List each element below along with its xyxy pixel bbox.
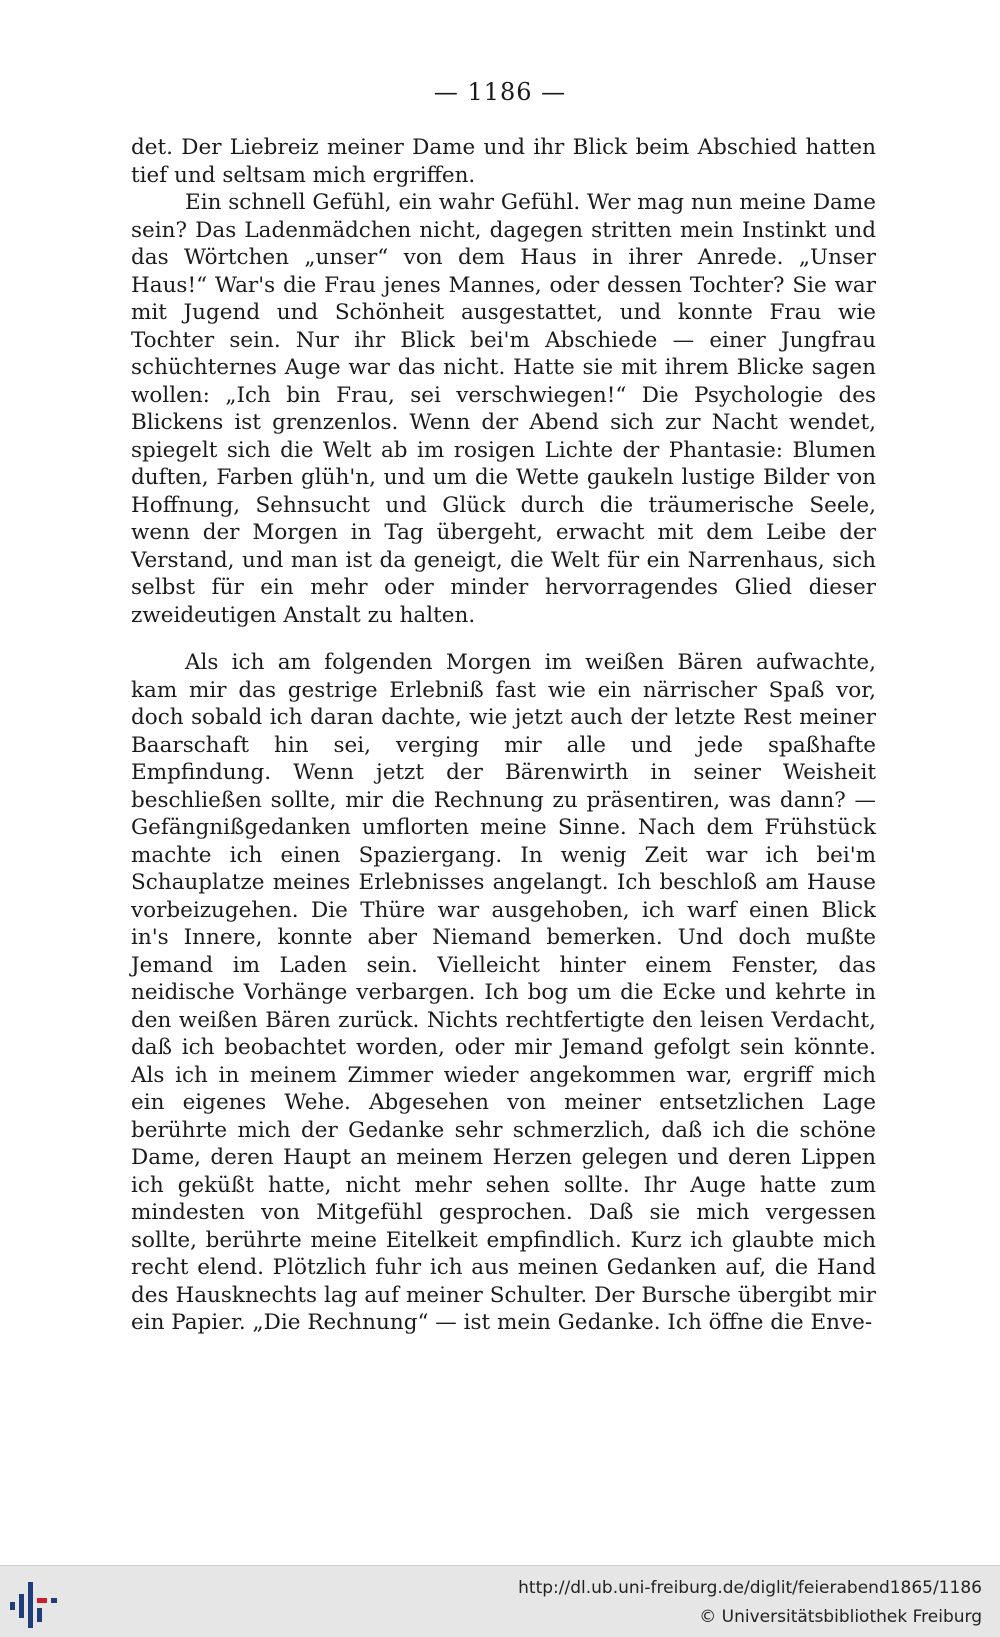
paragraph-1: det. Der Liebreiz meiner Dame und ihr Blick beim Abschied hatten tief und seltsam mich ergriffen. <box>131 135 876 188</box>
ub-freiburg-logo-icon[interactable] <box>6 1580 62 1630</box>
text-body <box>131 134 876 1337</box>
page-number: — 1186 — <box>433 78 567 106</box>
copyright-notice: © Universitätsbibliothek Freiburg <box>699 1607 982 1627</box>
footer-bar <box>0 1565 1000 1637</box>
paragraph-2: Ein schnell Gefühl, ein wahr Gefühl. Wer mag nun meine Dame sein? Das Ladenmädchen nicht, dagegen stritten mein Instinkt und das Wörtchen „unser“ von dem Haus in ihrer Anrede. „Unser Haus!“ War's die Frau jenes Mannes, oder dessen Tochter? Sie war mit Jugend und Schönheit ausgestattet, und konnte Frau wie Tochter sein. Nur ihr Blick bei'm Abschiede — einer Jungfrau schüchternes Auge war das nicht. Hatte sie mit ihrem Blicke sagen wollen: „Ich bin Frau, sei verschwiegen!“ Die Psychologie des Blickens ist grenzenlos. Wenn der Abend sich zur Nacht wendet, spiegelt sich die Welt ab im rosigen Lichte der Phantasie: Blumen duften, Farben glüh'n, und um die Wette gaukeln lustige Bilder von Hoffnung, Sehnsucht und Glück durch die träumerische Seele, wenn der Morgen in Tag übergeht, erwacht mit dem Leibe der Verstand, und man ist da geneigt, die Welt für ein Narrenhaus, sich selbst für ein mehr oder minder hervorragendes Glied dieser zweideutigen Anstalt zu halten. <box>131 190 876 628</box>
source-url-link[interactable]: http://dl.ub.uni-freiburg.de/diglit/feierabend1865/1186 <box>518 1578 982 1598</box>
paragraph-3: Als ich am folgenden Morgen im weißen Bären aufwachte, kam mir das gestrige Erlebniß fast wie ein närrischer Spaß vor, doch sobald ich daran dachte, wie jetzt auch der letzte Rest meiner Baarschaft hin sei, verging mir alle und jede spaßhafte Empfindung. Wenn jetzt der Bärenwirth in seiner Weisheit beschließen sollte, mir die Rechnung zu präsentiren, was dann? — Gefängnißgedanken umflorten meine Sinne. Nach dem Frühstück machte ich einen Spaziergang. In wenig Zeit war ich bei'm Schauplatze meines Erlebnisses angelangt. Ich beschloß am Hause vorbeizugehen. Die Thüre war ausgehoben, ich warf einen Blick in's Innere, konnte aber Niemand bemerken. Und doch mußte Jemand im Laden sein. Vielleicht hinter einem Fenster, das neidische Vorhänge verbargen. Ich bog um die Ecke und kehrte in den weißen Bären zurück. Nichts rechtfertigte den leisen Verdacht, daß ich beobachtet worden, oder mir Jemand gefolgt sein könnte. Als ich in meinem Zimmer wieder angekommen war, ergriff mich ein eigenes Wehe. Abgesehen von meiner entsetzlichen Lage berührte mich der Gedanke sehr schmerzlich, daß ich die schöne Dame, deren Haupt an meinem Herzen gelegen und deren Lippen ich geküßt hatte, nicht mehr sehen sollte. Ihr Auge hatte zum mindesten von Mitgefühl gesprochen. Daß sie mich vergessen sollte, berührte meine Eitelkeit empfindlich. Kurz ich glaubte mich recht elend. Plötzlich fuhr ich aus meinen Gedanken auf, die Hand des Hausknechts lag auf meiner Schulter. Der Bursche übergibt mir ein Papier. „Die Rechnung“ — ist mein Gedanke. Ich öffne die Enve- <box>131 650 876 1335</box>
